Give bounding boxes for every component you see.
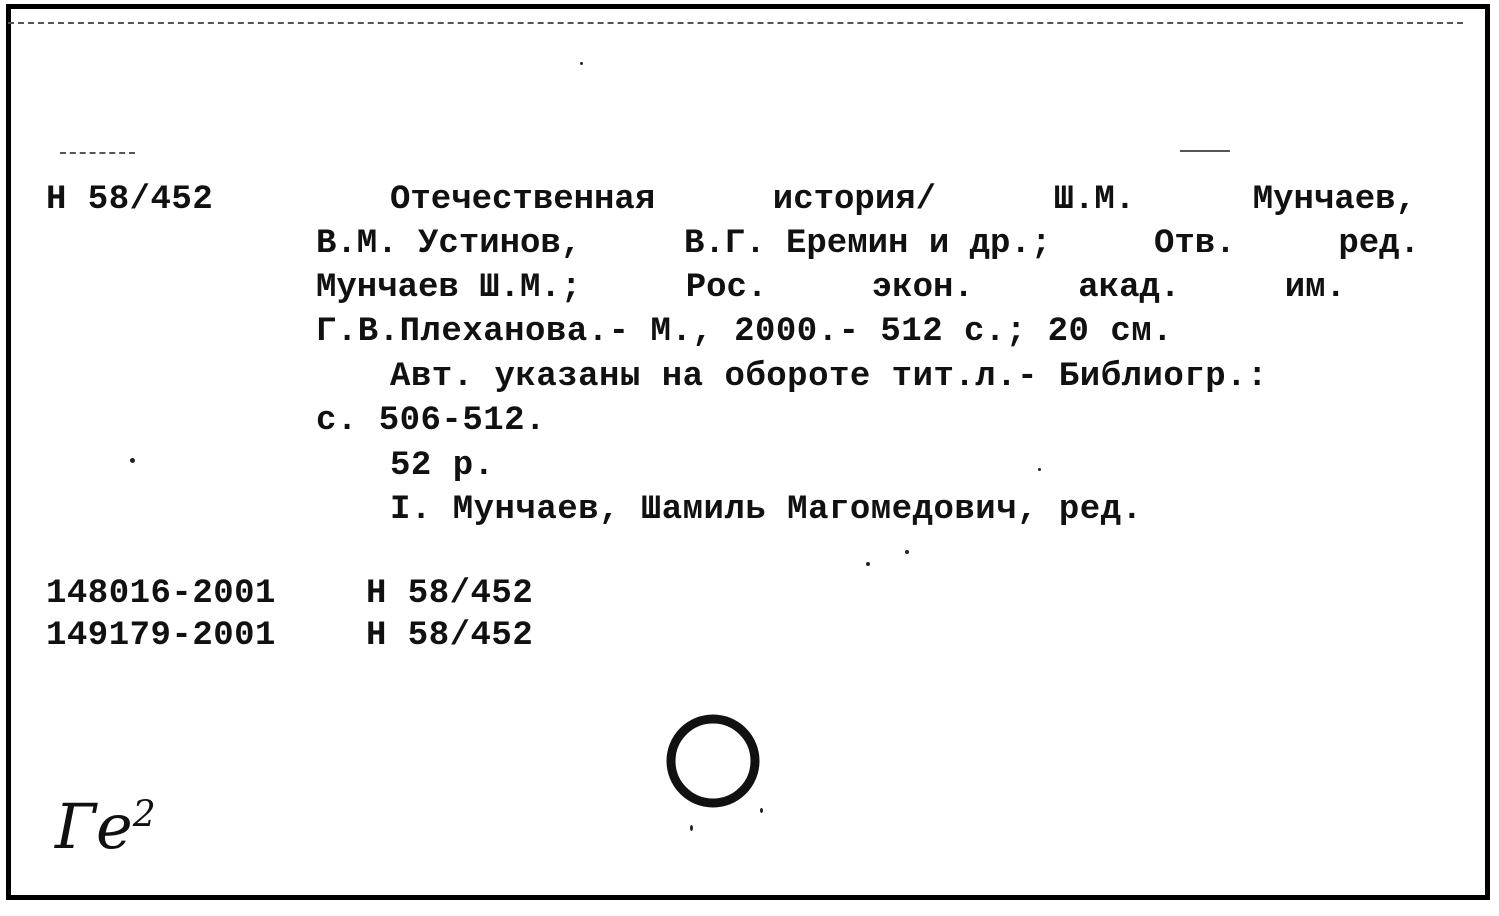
copy-shelfmark: Н 58/452 — [366, 575, 534, 613]
call-number: Н 58/452 — [46, 181, 214, 219]
copy-inventory: 149179-2001 — [46, 617, 276, 655]
title-word: Отечественная — [390, 181, 656, 219]
title-word: им. — [1284, 269, 1346, 307]
title-word: В.М. Устинов, — [316, 225, 582, 263]
title-word: Ш.М. — [1053, 181, 1136, 219]
scan-speck — [130, 458, 135, 463]
title-word: история/ — [772, 181, 937, 219]
scan-speck — [905, 550, 909, 554]
handwritten-mark-sup: 2 — [132, 794, 156, 836]
imprint-line: Г.В.Плеханова.- М., 2000.- 512 с.; 20 см. — [316, 313, 1174, 351]
title-word: Отв. — [1153, 225, 1236, 263]
price: 52 р. — [390, 447, 495, 485]
scan-speck — [866, 562, 870, 566]
title-word: ред. — [1338, 225, 1420, 263]
title-word: Мунчаев, — [1252, 181, 1416, 219]
scan-speck — [1038, 468, 1041, 471]
handwritten-mark-text: Ге — [55, 790, 133, 863]
stamp-circle-icon — [662, 710, 764, 812]
copy-shelfmark: Н 58/452 — [366, 617, 534, 655]
title-word: экон. — [871, 269, 974, 307]
note-line-1: Авт. указаны на обороте тит.л.- Библиогр.: — [390, 358, 1268, 396]
title-word: В.Г. Еремин и др.; — [683, 225, 1052, 263]
title-word: Рос. — [685, 269, 768, 307]
scan-line-right — [1180, 150, 1230, 152]
title-word: Мунчаев Ш.М.; — [316, 269, 582, 307]
scan-top-line — [8, 22, 1463, 24]
handwritten-mark — [55, 790, 156, 863]
scan-line-left — [60, 152, 135, 154]
scan-speck — [580, 62, 583, 65]
copy-inventory: 148016-2001 — [46, 575, 276, 613]
note-line-2: с. 506-512. — [316, 402, 546, 440]
added-entry: I. Мунчаев, Шамиль Магомедович, ред. — [390, 491, 1143, 529]
scan-speck — [690, 825, 693, 831]
title-line-2 — [316, 222, 1420, 266]
title-line-3 — [316, 266, 1346, 310]
scan-speck — [760, 808, 763, 813]
title-word: акад. — [1078, 269, 1181, 307]
title-line-1 — [390, 178, 1416, 222]
